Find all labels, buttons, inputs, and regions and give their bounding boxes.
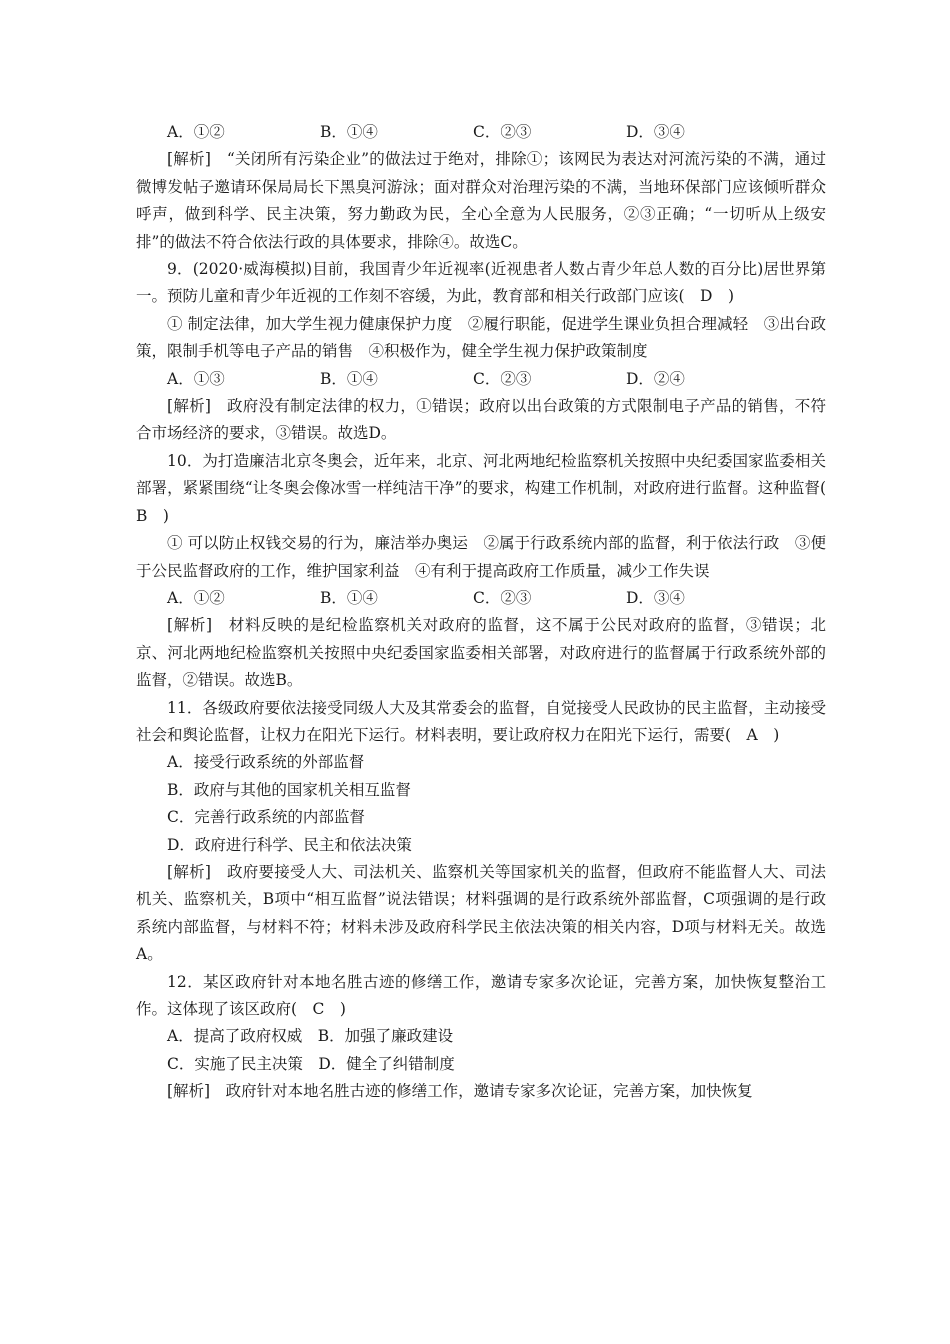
option-b: B．①④	[320, 123, 378, 141]
option-a: A．接受行政系统的外部监督	[167, 753, 365, 772]
question-10-stem: 10．为打造廉洁北京冬奥会，近年来，北京、河北两地纪检监察机关按照中央纪委国家监委相关部署，紧紧围绕“让冬奥会像冰雪一样纯洁干净”的要求，构建工作机制，对政府进行监督。这种监督( B )	[136, 451, 842, 525]
question-12-stem: 12．某区政府针对本地名胜古迹的修缮工作，邀请专家多次论证，完善方案，加快恢复整治工作。这体现了该区政府( C )	[136, 972, 826, 1018]
question-9-statements: ① 制定法律，加大学生视力健康保护力度 ②履行职能，促进学生课业负担合理减轻 ③出台政策，限制手机等电子产品的销售 ④积极作为，健全学生视力保护政策制度	[136, 314, 826, 361]
option-c: C．②③	[473, 123, 532, 141]
answer-options	[136, 585, 826, 612]
analysis-paragraph: [解析] 政府没有制定法律的权力，①错误；政府以出台政策的方式限制电子产品的销售，不符合市场经济的要求，③错误。故选D。	[136, 397, 826, 443]
analysis-paragraph: [解析] 材料反映的是纪检监察机关对政府的监督，这不属于公民对政府的监督，③错误；北京、河北两地纪检监察机关按照中央纪委国家监委相关部署，对政府进行的监督属于行政系统外部的监督，②错误。故选B。	[136, 616, 826, 690]
option-d: D．③④	[626, 123, 685, 141]
question-11-stem: 11．各级政府要依法接受同级人大及其常委会的监督，自觉接受人民政协的民主监督，主动接受社会和舆论监督，让权力在阳光下运行。材料表明，要让政府权力在阳光下运行，需要( A )	[136, 698, 826, 744]
analysis-paragraph: [解析] “关闭所有污染企业”的做法过于绝对，排除①；该网民为表达对河流污染的不满，通过微博发帖子邀请环保局局长下黑臭河游泳；面对群众对治理污染的不满，当地环保部门应该倾听群众呼声，做到科学、民主决策，努力勤政为民，全心全意为人民服务，②③正确；“一切听从上级安排”的做法不符合依法行政的具体要求，排除④。故选C。	[136, 150, 826, 251]
option-d: D．③④	[626, 588, 685, 607]
option-c: C．②③	[473, 369, 532, 388]
answer-options	[136, 119, 826, 146]
analysis-paragraph: [解析] 政府针对本地名胜古迹的修缮工作，邀请专家多次论证，完善方案，加快恢复	[167, 1082, 753, 1101]
option-a: A．①②	[167, 123, 225, 141]
option-d: D．②④	[626, 369, 685, 388]
option-c: C．完善行政系统的内部监督	[167, 808, 365, 827]
document-page	[136, 119, 842, 1106]
option-a: A．①②	[167, 588, 225, 607]
option-b: B．①④	[320, 369, 378, 388]
options-ab: A．提高了政府权威 B．加强了廉政建设	[167, 1027, 454, 1046]
option-d: D．政府进行科学、民主和依法决策	[167, 835, 412, 854]
option-b: B．政府与其他的国家机关相互监督	[167, 780, 411, 799]
option-c: C．②③	[473, 588, 532, 607]
options-cd: C．实施了民主决策 D．健全了纠错制度	[167, 1054, 455, 1073]
question-9-stem: 9．(2020·威海模拟)目前，我国青少年近视率(近视患者人数占青少年总人数的百分比)居世界第一。预防儿童和青少年近视的工作刻不容缓，为此，教育部和相关行政部门应该( D )	[136, 260, 826, 306]
question-10-statements: ① 可以防止权钱交易的行为，廉洁举办奥运 ②属于行政系统内部的监督，利于依法行政 ③便于公民监督政府的工作，维护国家利益 ④有利于提高政府工作质量，减少工作失误	[136, 534, 826, 580]
option-a: A．①③	[167, 369, 225, 388]
answer-options	[136, 366, 826, 393]
analysis-paragraph: [解析] 政府要接受人大、司法机关、监察机关等国家机关的监督，但政府不能监督人大、司法机关、监察机关，B项中“相互监督”说法错误；材料强调的是行政系统外部监督，C项强调的是行政系统内部监督，与材料不符；材料未涉及政府科学民主依法决策的相关内容，D项与材料无关。故选A。	[136, 862, 826, 964]
option-b: B．①④	[320, 588, 378, 607]
